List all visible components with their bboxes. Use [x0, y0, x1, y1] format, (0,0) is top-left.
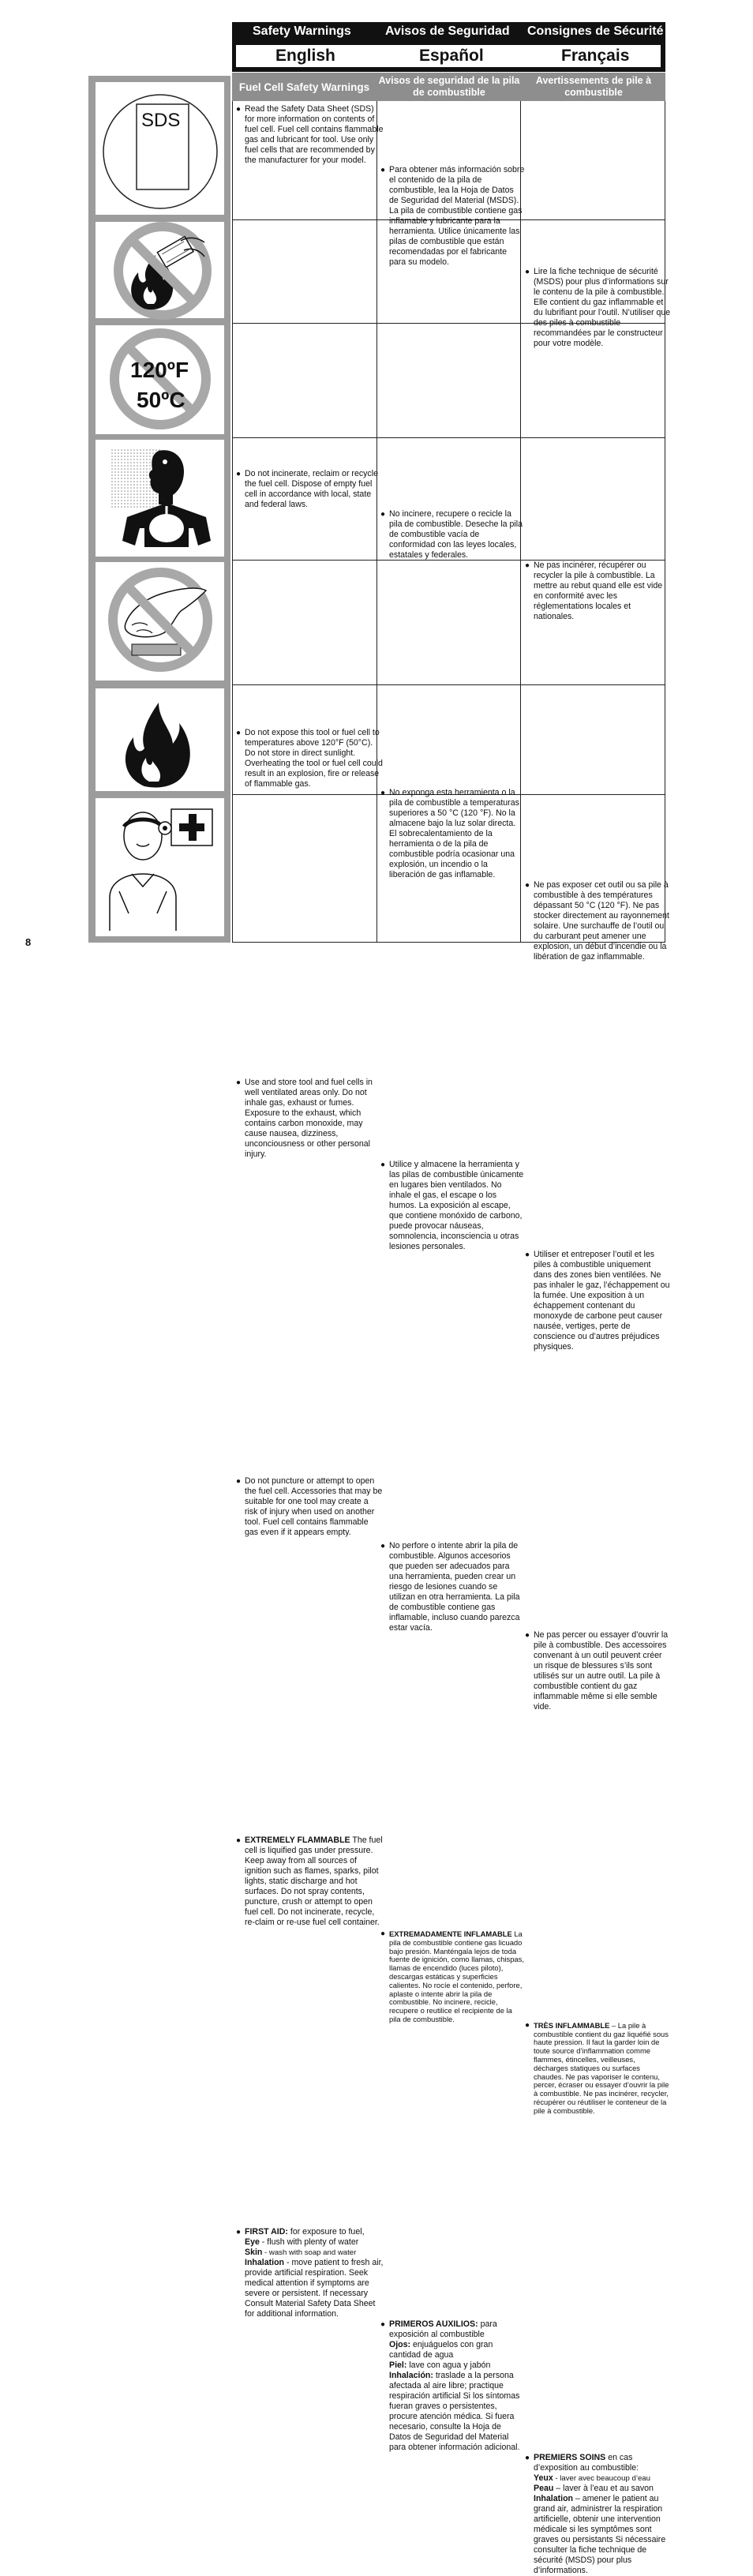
- first-aid-skin-text-fr: – laver à l’eau et au savon: [553, 2483, 654, 2493]
- first-aid-en: [236, 2227, 384, 2319]
- safety-warnings-header: [232, 22, 665, 72]
- first-aid-inhalation-text-es: traslade a la persona afectada al aire libre; practique respiración artificial Si los síntomas fueran graves o persistentes, procure atención médica. Si fuera necesario, consulte la Hoja de Datos de Seguridad del Material para obtener información adicional.: [389, 2370, 520, 2452]
- warning-ventilation-fr: ● Utiliser et entreposer l’outil et les piles à combustible uniquement dans des zones bien ventilées. Ne pas inhaler le gaz, l’échappement ou la fumée. Une exposition à un échappement contenant du monoxyde de carbone peut causer nausée, vertiges, perte de conscience ou d’autres préjudices physiques.: [525, 1250, 671, 1352]
- first-aid-skin-label-en: Skin: [245, 2247, 263, 2257]
- first-aid-intro-es: para exposición al combustible: [389, 2319, 497, 2339]
- first-aid-inhalation-label-en: Inhalation: [245, 2257, 285, 2267]
- first-aid-icon: [96, 798, 224, 936]
- flammable-title-en: EXTREMELY FLAMMABLE: [245, 1835, 350, 1845]
- sds-label: SDS: [141, 110, 181, 131]
- first-aid-intro-fr: en cas d’exposition au combustible:: [534, 2452, 639, 2473]
- first-aid-eye-text-fr: - laver avec beaucoup d’eau: [553, 2473, 650, 2483]
- row-divider: [232, 437, 665, 438]
- warning-puncture-fr: ● Ne pas percer ou essayer d’ouvrir la pile à combustible. Des accessoires convenant à un outil peuvent créer un risque de blessures s’ils sont utilisés sur un autre outil. La pile à combustible contient du gaz inflammable même si elle semble vide.: [525, 1630, 671, 1712]
- warning-puncture-en: ● Do not puncture or attempt to open the fuel cell. Accessories that may be suitable for one tool may create a risk of injury when used on another tool. Fuel cell contains flammable gas even if it appears empty.: [236, 1476, 384, 1538]
- warning-heat-es: ● No exponga esta herramienta o la pila de combustible a temperaturas superiores a 50 °C (120 °F). No la almacene bajo la luz solar directa. El sobrecalentamiento de la herramienta o de la pila de combustible podría ocasionar una explosión, un incendio o la liberación de gas inflamable.: [380, 788, 525, 880]
- warning-flammable-es: [380, 1930, 525, 2024]
- column-header-english: Fuel Cell Safety Warnings: [238, 81, 370, 93]
- flammable-text-en: The fuel cell is liquified gas under pressure. Keep away from all sources of ignition such as flames, sparks, pilot lights, static discharge and hot surfaces. Do not spray contents, puncture, crush or attempt to open fuel cell. Do not incinerate, recycle, re-claim or re-use fuel cell container.: [245, 1835, 383, 1927]
- flammable-title-es: EXTREMADAMENTE INFLAMABLE: [389, 1929, 512, 1938]
- warning-ventilation-en: ● Use and store tool and fuel cells in well ventilated areas only. Do not inhale gas, exhaust or fumes. Exposure to the exhaust, which contains carbon monoxide, may cause nausea, dizziness, unconciousness or other personal injury.: [236, 1078, 384, 1160]
- first-aid-skin-text-es: lave con agua y jabón: [406, 2360, 491, 2370]
- first-aid-title-fr: PREMIERS SOINS: [534, 2452, 606, 2462]
- warning-incinerate-es: ● No incinere, recupere o recicle la pila de combustible. Deseche la pila de combustible vacía de conformidad con las leyes locales, estatales y federales.: [380, 509, 525, 561]
- header-safety-warnings-en: Safety Warnings: [253, 24, 351, 38]
- warning-flammable-en: [236, 1835, 384, 1928]
- first-aid-inhalation-text-fr: – amener le patient au grand air, administrer la respiration artificielle, obtenir une intervention médicale si les symptômes sont graves ou persistants Si nécessaire consulter la fiche technique de sécurité (MSDS) pour plus d’informations.: [534, 2493, 666, 2575]
- flammable-title-fr: TRÈS INFLAMMABLE: [534, 2020, 610, 2030]
- warning-sds-fr: ● Lire la fiche technique de sécurité (MSDS) pour plus d’informations sur le contenu de la pile à combustible. Elle contient du gaz inflammable et du lubrifiant pour l’outil. N’utiliser que des piles à combustible recommandées par le constructeur pour votre modèle.: [525, 267, 671, 349]
- warning-incinerate-en: ● Do not incinerate, reclaim or recycle the fuel cell. Dispose of empty fuel cell in accordance with local, state and federal laws.: [236, 469, 384, 510]
- no-heat-icon: [96, 325, 224, 434]
- first-aid-inhalation-text-en: - move patient to fresh air, provide artificial respiration. Seek medical attention if symptoms are severe or persistent. If necessary Consult Material Safety Data Sheet for additional information.: [245, 2257, 384, 2319]
- first-aid-es: [380, 2319, 525, 2453]
- language-french: Français: [561, 47, 630, 65]
- page-number: 8: [25, 936, 32, 948]
- header-safety-warnings-fr: Consignes de Sécurité: [527, 24, 664, 38]
- warning-incinerate-fr: ● Ne pas incinérer, récupérer ou recycler la pile à combustible. La mettre au rebut quand elle est vide en conformité avec les réglementations locales et nationales.: [525, 561, 671, 622]
- temperature-f-label: 120ºF: [130, 358, 189, 382]
- warning-heat-fr: ● Ne pas exposer cet outil ou sa pile à combustible à des températures dépassant 50 °C (120 °F). Ne pas stocker directement au rayonnement solaire. Une surchauffe de l’outil ou du carburant peut amener une explosion, un début d’incendie ou la libération de gaz inflammable.: [525, 880, 671, 962]
- first-aid-title-en: FIRST AID:: [245, 2226, 288, 2237]
- table-border-left: [232, 101, 233, 943]
- column-header-row: [232, 73, 665, 101]
- first-aid-eye-text-es: enjuáguelos con gran cantidad de agua: [389, 2339, 493, 2360]
- no-puncture-icon: [96, 562, 224, 681]
- warning-heat-en: ● Do not expose this tool or fuel cell to temperatures above 120°F (50°C). Do not store in direct sunlight. Overheating the tool or fuel cell could result in an explosion, fire or release of flammable gas.: [236, 728, 384, 789]
- temperature-c-label: 50ºC: [137, 388, 185, 412]
- language-english: English: [275, 47, 335, 65]
- no-incinerate-icon: [96, 222, 224, 318]
- row-divider: [232, 684, 665, 685]
- first-aid-fr: [525, 2453, 671, 2576]
- warning-flammable-fr: [525, 2022, 671, 2116]
- table-divider-1: [376, 101, 377, 943]
- flammable-flame-icon: [96, 688, 224, 791]
- warning-puncture-es: ● No perfore o intente abrir la pila de combustible. Algunos accesorios que pueden ser adecuados para una herramienta, pueden crear un riesgo de lesiones cuando se utilizan en otra herramienta. La pila de combustible contiene gas inflamable, incluso cuando parezca estar vacía.: [380, 1541, 525, 1633]
- warning-ventilation-es: ● Utilice y almacene la herramienta y las pilas de combustible únicamente en lugares bien ventilados. No inhale el gas, el escape o los humos. La exposición al escape, que contiene monóxido de carbono, puede provocar náuseas, somnolencia, inconsciencia u otras lesiones personales.: [380, 1160, 525, 1252]
- first-aid-eye-label-es: Ojos:: [389, 2339, 411, 2349]
- first-aid-eye-label-en: Eye: [245, 2237, 260, 2247]
- language-spanish: Español: [419, 47, 484, 65]
- first-aid-skin-label-es: Piel:: [389, 2360, 407, 2370]
- first-aid-intro-en: for exposure to fuel,: [287, 2226, 365, 2237]
- first-aid-skin-label-fr: Peau: [534, 2483, 554, 2493]
- flammable-text-es: La pila de combustible contiene gas licuado bajo presión. Manténgala lejos de toda fuente de ignición, como llamas, chispas, llamas de encendido (luces piloto), descargas estáticas y superficies calientes. No rocíe el contenido, perfore, aplaste o intente abrir la pila de combustible. No incinere, recicle, recupere o reutilice el recipiente de la pila de combustible.: [389, 1929, 524, 2023]
- sds-document-icon: [96, 82, 224, 215]
- column-header-spanish: Avisos de seguridad de la pila de combustible: [378, 75, 520, 98]
- first-aid-inhalation-label-fr: Inhalation: [534, 2493, 574, 2503]
- warning-sds-en: ● Read the Safety Data Sheet (SDS) for more information on contents of fuel cell. Fuel cell contains flammable gas and lubricant for tool. Use only fuel cells that are recommended by the manufacturer for your model.: [236, 104, 384, 166]
- first-aid-skin-text-en: - wash with soap and water: [262, 2248, 357, 2257]
- first-aid-eye-text-en: - flush with plenty of water: [259, 2237, 359, 2247]
- first-aid-title-es: PRIMEROS AUXILIOS:: [389, 2319, 478, 2329]
- ventilation-fumes-icon: [96, 440, 224, 557]
- header-safety-warnings-es: Avisos de Seguridad: [385, 24, 510, 38]
- first-aid-eye-label-fr: Yeux: [534, 2473, 553, 2483]
- flammable-text-fr: – La pile à combustible contient du gaz liquéfié sous haute pression. Il faut la garder loin de toute source d’inflammation comme flammes, étincelles, veilleuses, décharges statiques ou surfaces chaudes. Ne pas vaporiser le contenu, percer, écraser ou essayer d’ouvrir la pile à combustible. Ne pas incinérer, recycler, récupérer ou réutiliser le conteneur de la pile à combustible.: [534, 2020, 669, 2115]
- warning-sds-es: ● Para obtener más información sobre el contenido de la pila de combustible, lea la Hoja de Datos de Seguridad del Material (MSDS). La pila de combustible contiene gas inflamable y lubricante para la herramienta. Utilice únicamente las pilas de combustible que están recomendadas por el fabricante para su modelo.: [380, 165, 525, 268]
- column-header-french: Avertissements de pile à combustible: [535, 75, 652, 98]
- first-aid-inhalation-label-es: Inhalación:: [389, 2370, 433, 2380]
